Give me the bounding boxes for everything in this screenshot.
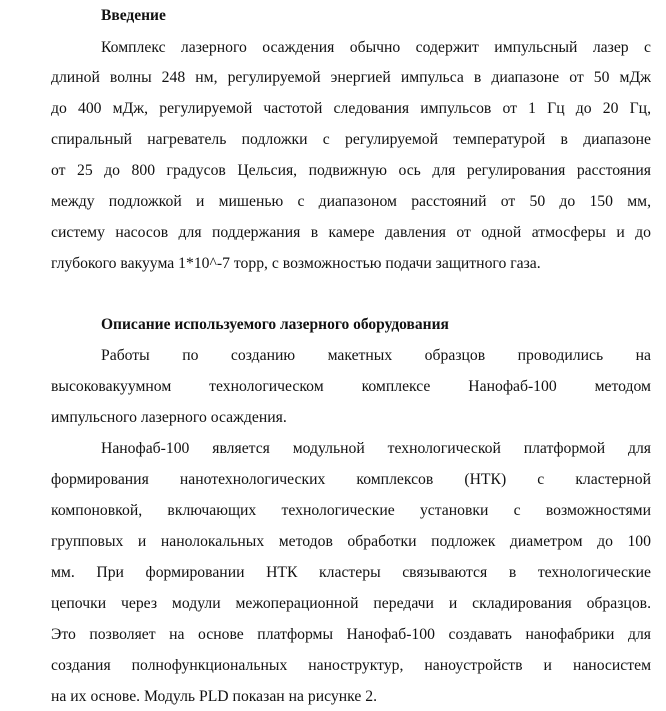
paragraph-line: высоковакуумном технологическом комплексе Нанофаб-100 методом: [51, 378, 651, 395]
paragraph-line: компоновкой, включающих технологические установки с возможностями: [51, 502, 651, 519]
paragraph-line: глубокого вакуума 1*10^-7 торр, с возможностью подачи защитного газа.: [51, 255, 541, 272]
paragraph-line: на их основе. Модуль PLD показан на рисунке 2.: [51, 688, 378, 705]
paragraph-line: цепочки через модули межоперационной передачи и складирования образцов.: [51, 595, 651, 612]
paragraph-line: групповых и нанолокальных методов обработки подложек диаметром до 100: [51, 533, 651, 550]
paragraph-line: длиной волны 248 нм, регулируемой энергией импульса в диапазоне от 50 мДж: [51, 69, 651, 86]
paragraph-line: спиральный нагреватель подложки с регулируемой температурой в диапазоне: [51, 131, 651, 148]
paragraph-line: Нанофаб-100 является модульной технологической платформой для: [101, 440, 651, 457]
section-heading-laser-equipment: Описание используемого лазерного оборудования: [101, 316, 449, 333]
paragraph-line: систему насосов для поддержания в камере давления от одной атмосферы и до: [51, 224, 651, 241]
paragraph-line: мм. При формировании НТК кластеры связываются в технологические: [51, 564, 651, 581]
section-heading-introduction: Введение: [101, 7, 166, 24]
paragraph-line: Комплекс лазерного осаждения обычно содержит импульсный лазер с: [101, 39, 651, 56]
paragraph-line: от 25 до 800 градусов Цельсия, подвижную ось для регулирования расстояния: [51, 162, 651, 179]
paragraph-line: между подложкой и мишенью с диапазоном расстояний от 50 до 150 мм,: [51, 193, 651, 210]
paragraph-line: до 400 мДж, регулируемой частотой следования импульсов от 1 Гц до 20 Гц,: [51, 100, 651, 117]
paragraph-line: формирования нанотехнологических комплексов (НТК) с кластерной: [51, 471, 651, 488]
paragraph-line: Это позволяет на основе платформы Нанофаб-100 создавать нанофабрики для: [51, 626, 651, 643]
paragraph-line: Работы по созданию макетных образцов проводились на: [101, 347, 651, 364]
paragraph-line: создания полнофункциональных наноструктур, наноустройств и наносистем: [51, 657, 651, 674]
paragraph-line: импульсного лазерного осаждения.: [51, 409, 287, 426]
